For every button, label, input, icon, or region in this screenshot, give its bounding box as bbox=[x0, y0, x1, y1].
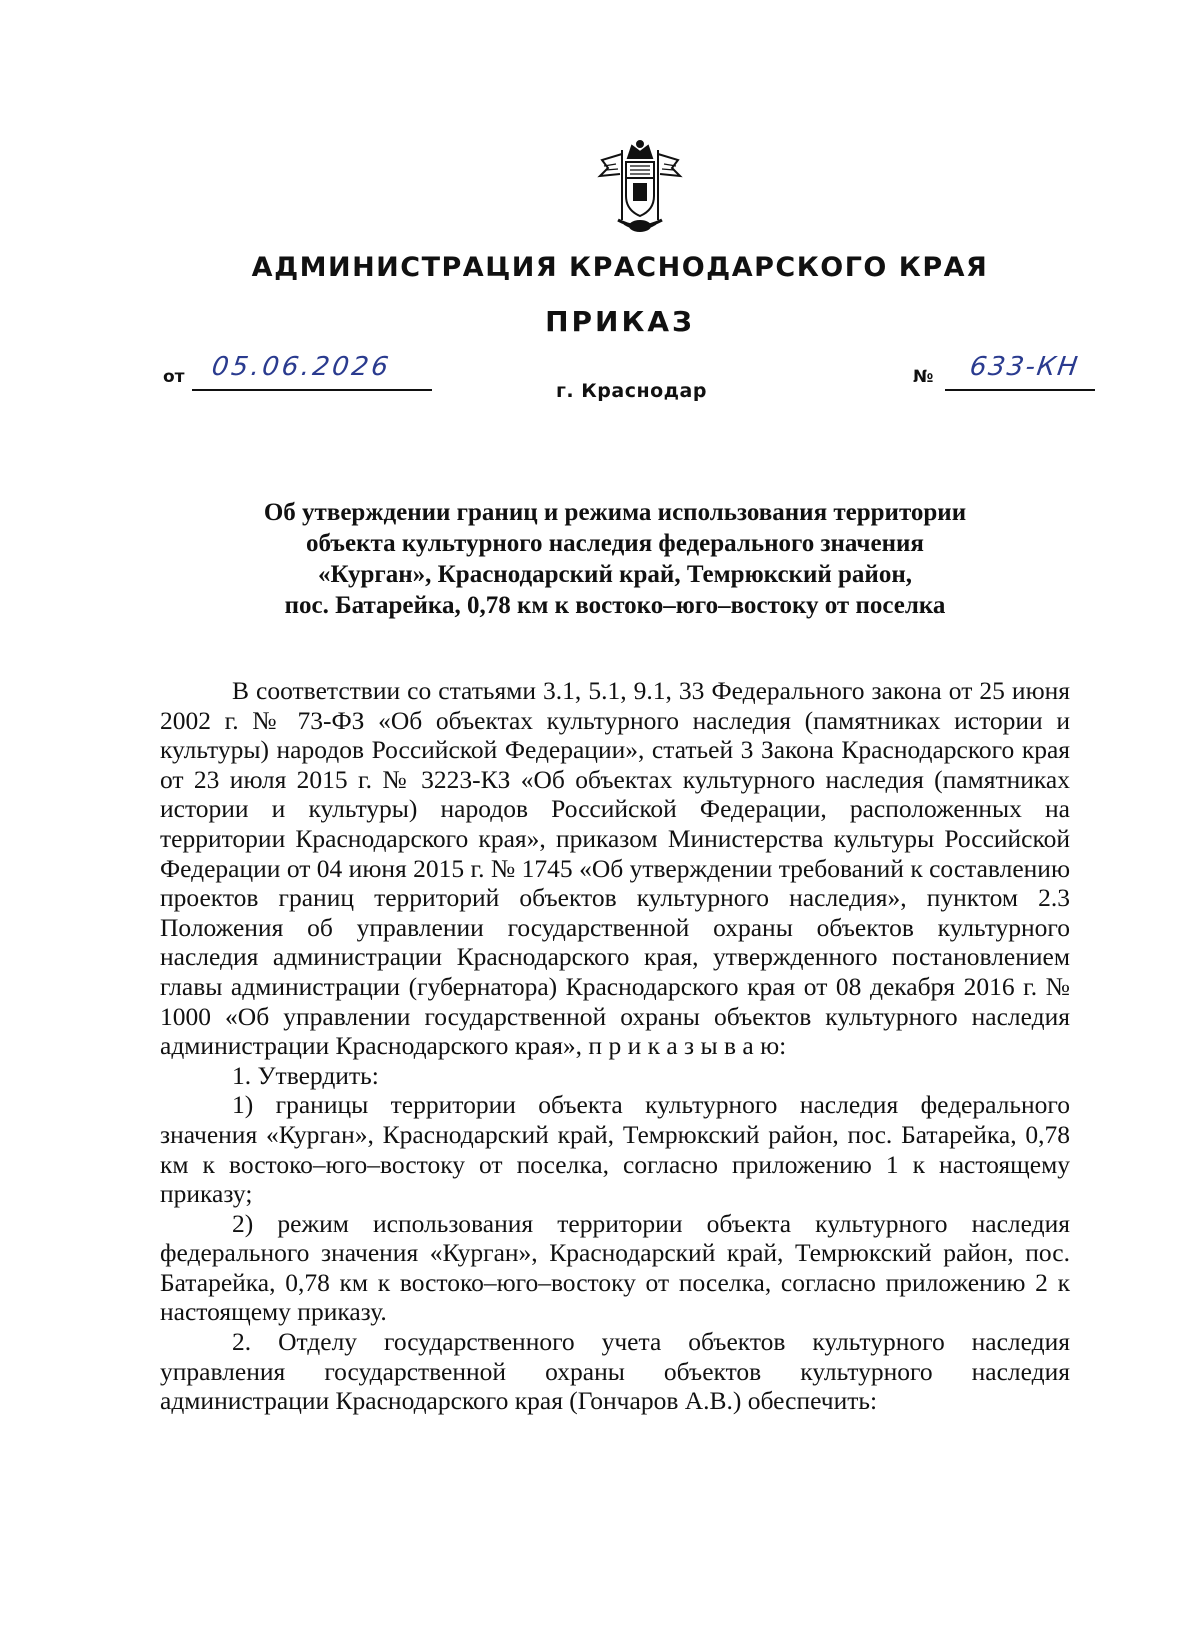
number-value: 633-КН bbox=[967, 352, 1082, 382]
order-word: п р и к а з ы в а ю: bbox=[588, 1031, 787, 1061]
document-type: ПРИКАЗ bbox=[545, 305, 695, 338]
item-1: 1. Утвердить: bbox=[232, 1060, 379, 1090]
preamble-text: В соответствии со статьями 3.1, 5.1, 9.1, 33 Федерального закона от 25 июня 2002 г. № 73-ФЗ «Об объектах культурного наследия (памятниках истории и культуры) народов Российской Федерации», статьей 3 Закона Краснодарского края от 23 июля 2015 г. № 3223-КЗ «Об объектах культурного наследия (памятниках истории и культуры) народов Российской Федерации, расположенных на территории Краснодарского края», приказом Министерства культуры Российской Федерации от 04 июня 2015 г. № 1745 «Об утверждении требований к составлению проектов границ территорий объектов культурного наследия», пунктом 2.3 Положения об управлении государственной охраны объектов культурного наследия администрации Краснодарского края, утвержденного постановлением главы администрации (губернатора) Краснодарского края от 08 декабря 2016 г. № 1000 «Об управлении государственной охраны объектов культурного наследия администрации Краснодарского края», bbox=[160, 676, 1070, 1061]
number-label: № bbox=[913, 367, 934, 387]
date-label: от bbox=[163, 367, 185, 387]
item-1-1: 1) границы территории объекта культурного наследия федерального значения «Курган», Краснодарский край, Темрюкский район, пос. Батарейка, 0,78 км к востоко–юго–востоку от поселка, согласно приложению 1 к настоящему приказу; bbox=[160, 1090, 1070, 1209]
item-2: 2. Отделу государственного учета объектов культурного наследия управления государственной охраны объектов культурного наследия администрации Краснодарского края (Гончаров А.В.) обеспечить: bbox=[160, 1327, 1070, 1416]
agency-name: АДМИНИСТРАЦИЯ КРАСНОДАРСКОГО КРАЯ bbox=[251, 252, 989, 283]
preamble-paragraph bbox=[160, 676, 1070, 1061]
item-1-2: 2) режим использования территории объекта культурного наследия федерального значения «Курган», Краснодарский край, Темрюкский район, пос. Батарейка, 0,78 км к востоко–юго–востоку от поселка, согласно приложению 2 к настоящему приказу. bbox=[160, 1208, 1070, 1327]
title-line: «Курган», Краснодарский край, Темрюкский район, bbox=[318, 561, 912, 588]
title-line: Об утверждении границ и режима использования территории bbox=[263, 499, 967, 526]
city: г. Краснодар bbox=[556, 380, 707, 402]
coat-of-arms-icon bbox=[590, 140, 690, 235]
title-line: объекта культурного наследия федерального значения bbox=[306, 530, 924, 557]
document-title bbox=[150, 497, 1080, 621]
date-value: 05.06.2026 bbox=[209, 352, 393, 382]
document-body bbox=[160, 676, 1070, 1416]
title-line: пос. Батарейка, 0,78 км к востоко–юго–востоку от поселка bbox=[284, 592, 946, 619]
